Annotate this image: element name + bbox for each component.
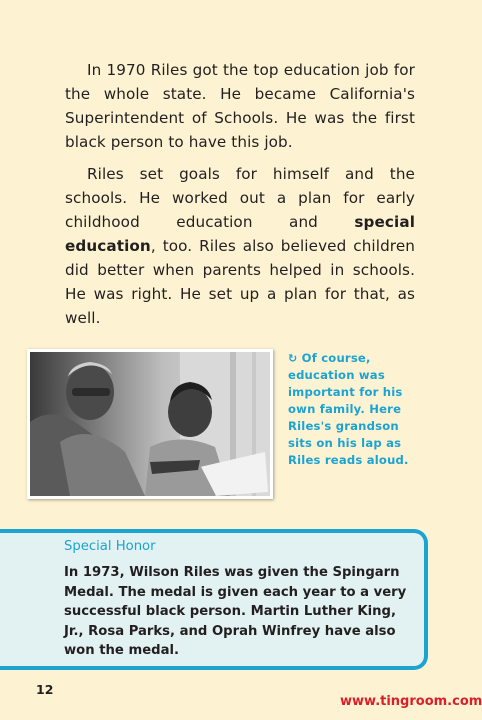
paragraph-1-text: In 1970 Riles got the top education job for the whole state. He became California's Superintendent of Schools. He was the first black person to have this job. (65, 61, 415, 151)
sidebar-box (0, 529, 428, 670)
watermark: www.tingroom.com (340, 694, 482, 709)
page-number: 12 (36, 682, 54, 697)
photo (27, 349, 273, 499)
sidebar-title: Special Honor (64, 539, 156, 554)
body-paragraph-1 (65, 58, 415, 154)
photo-caption (288, 350, 418, 469)
glossary-term: special education (65, 213, 415, 255)
paragraph-2-text-start: Riles set goals for himself and the schools. He worked out a plan for early childhood education and (65, 165, 415, 231)
sidebar-text: In 1973, Wilson Riles was given the Spingarn Medal. The medal is given each year to a very successful black person. Martin Luther King, Jr., Rosa Parks, and Oprah Winfrey have also won the medal. (64, 565, 407, 658)
caption-text: Of course, education was important for his own family. Here Riles's grandson sits on his lap as Riles reads aloud. (288, 351, 409, 467)
camera-icon: ↻ (288, 352, 298, 365)
paragraph-2-text-end: , too. Riles also believed children did better when parents helped in schools. He was right. He set up a plan for that, as well. (65, 237, 415, 327)
grandfather-reading-photo (30, 352, 270, 496)
body-paragraph-2 (65, 162, 415, 330)
